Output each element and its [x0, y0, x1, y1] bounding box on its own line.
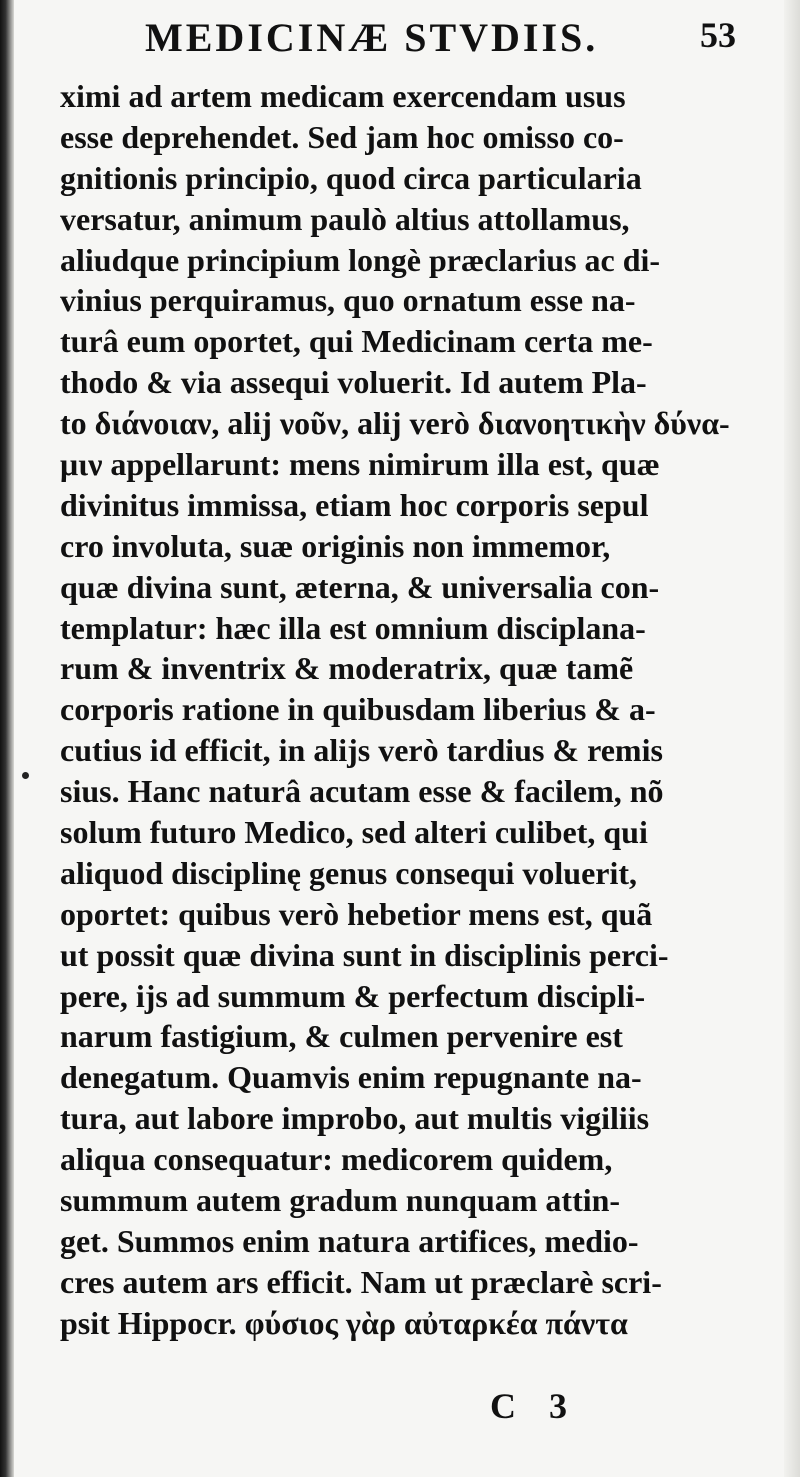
text-line: divinitus immissa, etiam hoc corporis sepul [60, 486, 649, 523]
text-line: μιν appellarunt: mens nimirum illa est, quæ [60, 446, 660, 483]
binding-gutter [0, 0, 14, 1477]
text-line: cutius id efficit, in alijs verò tardius & remis [60, 732, 663, 769]
text-line: aliqua consequatur: medicorem quidem, [60, 1141, 613, 1178]
text-line: ximi ad artem medicam exercendam usus [60, 78, 626, 114]
margin-mark [22, 772, 29, 779]
text-line: oportet: quibus verò hebetior mens est, quã [60, 895, 653, 932]
page-number: 53 [700, 15, 736, 55]
text-line: summum autem gradum nunquam attin- [60, 1182, 621, 1219]
text-line: versatur, animum paulò altius attollamus, [60, 200, 630, 237]
text-line: aliquod disciplinę genus consequi voluerit, [60, 854, 638, 891]
text-line: thodo & via assequi voluerit. Id autem Pla- [60, 364, 647, 401]
text-line: rum & inventrix & moderatrix, quæ tamẽ [60, 650, 634, 687]
text-line: cres autem ars efficit. Nam ut præclarè scri- [60, 1263, 662, 1300]
body-text [60, 76, 740, 1344]
text-line: aliudque principium longè præclarius ac di- [60, 241, 661, 278]
text-line: to διάνοιαν, alij νοῦν, alij verò διανοητικὴν δύνα- [60, 405, 730, 442]
text-line: pere, ijs ad summum & perfectum discipli- [60, 977, 646, 1014]
text-line: gnitionis principio, quod circa particularia [60, 159, 642, 196]
text-line: cro involuta, suæ originis non immemor, [60, 527, 611, 564]
running-head [60, 12, 790, 62]
text-line: tura, aut labore improbo, aut multis vigiliis [60, 1100, 650, 1137]
text-line: templatur: hæc illa est omnium disciplana- [60, 609, 646, 646]
text-line: psit Hippocr. φύσιος γὰρ αὐταρκέα πάντα [60, 1304, 628, 1341]
text-line: get. Summos enim natura artifices, medio- [60, 1222, 639, 1259]
page-edge [784, 0, 800, 1477]
text-line: esse deprehendet. Sed jam hoc omisso co- [60, 118, 624, 155]
text-line: solum futuro Medico, sed alteri culibet, qui [60, 814, 648, 851]
text-line: ut possit quæ divina sunt in disciplinis perci- [60, 936, 669, 973]
text-line: denegatum. Quamvis enim repugnante na- [60, 1059, 642, 1096]
text-line: sius. Hanc naturâ acutam esse & facilem, nõ [60, 773, 664, 810]
text-line: narum fastigium, & culmen pervenire est [60, 1018, 623, 1055]
text-line: corporis ratione in quibusdam liberius & a- [60, 691, 656, 728]
text-line: vinius perquiramus, quo ornatum esse na- [60, 282, 636, 319]
text-line: turâ eum oportet, qui Medicinam certa me- [60, 323, 653, 360]
text-line: quæ divina sunt, æterna, & universalia con- [60, 568, 660, 605]
running-head-title: MEDICINÆ STVDIIS. [145, 15, 599, 60]
signature-mark: C 3 [490, 1386, 579, 1426]
